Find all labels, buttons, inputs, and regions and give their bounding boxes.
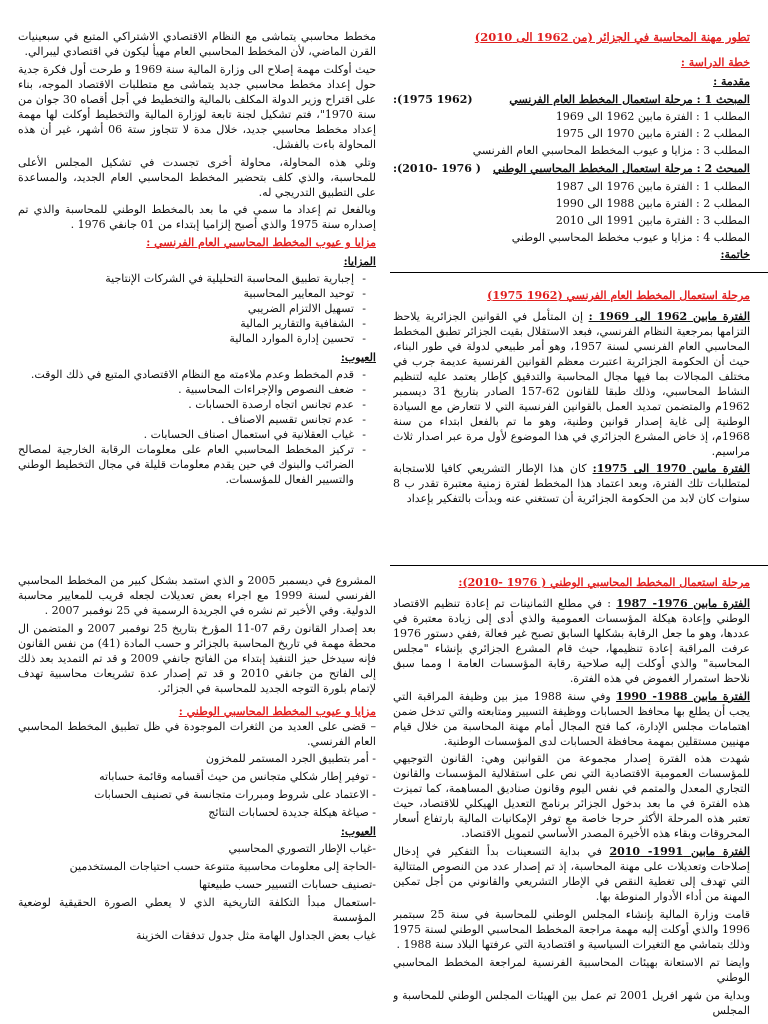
national-plan-phase-section xyxy=(393,574,750,1024)
period-text: في بداية التسعينات بدأ التفكير في إدخال إصلاحات وتعديلات على مهنة المحاسبة، إذ تم إصدار عدد من النصوص المتتالية التي تهدف إلى تغطية النقص في الإطار التشريعي والقانوني من أجل تمكين المهنة من أداء الأدوار المنوطة بها. xyxy=(393,845,750,904)
plan-item: المطلب 2 : الفترة مابين 1988 الى 1990 xyxy=(555,197,750,211)
list-item: - قدم المخطط وعدم ملاءمته مع النظام الاقتصادي المتبع في ذلك الوقت. xyxy=(18,368,366,383)
list-line: -تصنيف حسابات التسيير حسب طبيعتها xyxy=(198,878,376,892)
paragraph xyxy=(393,845,750,905)
page-title: تطور مهنة المحاسبة في الجزائر (من 1962 الى 2010) xyxy=(474,30,750,44)
period-label: الفترة مابين 1991- 2010 xyxy=(609,845,750,859)
list-line: -غياب الإطار التصوري المحاسبي xyxy=(228,842,376,856)
list-line: - أمر بتطبيق الجرد المستمر للمخزون xyxy=(205,752,376,766)
list-item: - تحسين إدارة الموارد المالية xyxy=(18,332,366,347)
advantages-label: المزايا: xyxy=(343,255,376,269)
period-text: : في مطلع الثمانينات تم إعادة تنظيم الاقتصاد الوطني وإعادة هيكلة المؤسسات العمومية والذي أدى إلى زيادة معتبرة في عددها، وهو ما جعل الرقابة بشكلها السابق تصبح غير فعالة ,ففي دستور 1976 عرفت المراقبة إعادة تنظيمها، حيث قام المشرع الجزائري بإنشاء "مجلس المحاسبة" والذي أوكلت إليه صلاحية رقابة المؤسسات العامة ا ومما سبق نلاحظ استمرار الغموض في هذه الفترة. xyxy=(393,596,750,685)
paragraph xyxy=(393,597,750,687)
french-plan-continuation xyxy=(18,30,376,542)
list-item: - إجبارية تطبيق المحاسبة التحليلية في الشركات الإنتاجية xyxy=(18,272,366,287)
disadvantages-list xyxy=(18,368,376,488)
list-item: - غياب العقلانية في استعمال اصناف الحسابات . xyxy=(18,428,366,443)
french-plan-phase-section xyxy=(393,287,750,549)
paragraph: وايضا تم الاستعانة بهيئات المحاسبية الفرنسية لمراجعة المخطط المحاسبي الوطني xyxy=(393,955,750,984)
section-title: مرحلة استعمال المخطط المحاسبي الوطني ( 1976 -2010): xyxy=(458,576,750,589)
paragraph: وبداية من شهر افريل 2001 تم عمل بين الهيئات المجلس الوطني للمحاسبة و المجلس xyxy=(393,988,750,1017)
study-plan-section xyxy=(393,30,750,262)
list-line: غياب بعض الجداول الهامة مثل جدول تدفقات الخزينة xyxy=(135,929,376,943)
list-item: - تركيز المخطط المحاسبي العام على معلومات الرقابة الخارجية لمصالح الضرائب والبنوك في حين يقدم معلومات قليلة في مجال التخطيط الوطني والتسيير الفعال للمؤسسات. xyxy=(18,443,366,488)
divider xyxy=(390,565,768,566)
disadvantages-label: العيوب: xyxy=(340,825,376,839)
plan-section-2-years: ( 1976 -2010): xyxy=(393,162,481,176)
list-line: – قضى على العديد من الثغرات الموجودة في ظل تطبيق المخطط المحاسبي العام الفرنسي. xyxy=(18,719,376,748)
paragraph: بعد إصدار القانون رقم 07-11 المؤرخ بتاريخ 25 نوفمبر 2007 و المتضمن ال محطة مهمة في تاريخ المحاسبة بالجزائر و حسب المادة (41) من نفس القانون فإنه سيدخل حيز التنفيذ إبتداء من الفاتح جانفي 2009 و قد تم التمديد بعد ذلك إلى الفاتح من جانفي 2010 و قد تم إصدار عدة تشريعات محاسبية تهدف لإتمام بلورة التوجه الجديد للمحاسبة في الجزائر. xyxy=(18,621,376,695)
intro-label: مقدمة : xyxy=(713,74,750,88)
period-text: كان هذا الإطار التشريعي كافيا للاستجابة لمتطلبات تلك الفترة، وبعد اعتماد هذا المخطط لفترة زمنية معتبرة تقدر ب 8 سنوات كان لابد من الحكومة الجزائرية أن تستغني عنه وبدأت بالتفكير بإعداد xyxy=(393,462,750,506)
list-line: -استعمال مبدأ التكلفة التاريخية الذي لا يعطي الصورة الحقيقية لوضعية المؤسسة xyxy=(18,896,376,925)
plan-section-1 xyxy=(393,93,750,108)
paragraph: وتلي هذه المحاولة، محاولة أخرى تجسدت في تشكيل المجلس الأعلى للمحاسبة، والذي كلف بتحضير المخطط المحاسبي العام الجديد، والمساعدة على التطبيق التدريجي له. xyxy=(18,155,376,199)
disadvantages-label: العيوب: xyxy=(340,351,376,365)
period-label: الفترة مابين 1970 الى 1975: xyxy=(592,462,750,476)
plan-item: المطلب 1 : الفترة مابين 1962 الى 1969 xyxy=(555,110,750,124)
paragraph xyxy=(393,462,750,507)
list-item: - توحيد المعايير المحاسبية xyxy=(18,287,366,302)
paragraph: وبالفعل تم إعداد ما سمي في ما بعد بالمخطط الوطني للمحاسبة والذي تم إصداره سنة 1975 والذي أصبح إلزاميا إبتداء من 01 جانفي 1976 . xyxy=(18,203,376,232)
paragraph xyxy=(393,690,750,750)
national-plan-continuation xyxy=(18,574,376,1024)
advantages-list xyxy=(18,272,376,347)
period-label: الفترة مابين 1962 الى 1969 : xyxy=(588,309,750,323)
list-line: -الحاجة إلى معلومات محاسبية متنوعة حسب احتياجات المستخدمين xyxy=(69,860,376,874)
period-text: وفي سنة 1988 ميز بين وظيفة المراقبة التي يجب أن يطلع بها محافظ الحسابات ووظيفة التسيير ومتابعته والتي تدخل ضمن اهتمامات مجلس الإدارة، كما فتح المجال أمام مهنة المحاسبة من خلال قيام مهنيين مستقلين بمهمة محافظة الحسابات لدى المؤسسات الوطنية. xyxy=(393,689,750,748)
list-item: - ضعف النصوص والإجراءات المحاسبية . xyxy=(18,383,366,398)
divider xyxy=(390,272,768,273)
period-label: الفترة مابين 1976- 1987 xyxy=(616,596,750,610)
paragraph: مخطط محاسبي يتماشى مع النظام الاقتصادي الاشتراكي المتبع في سبعينيات القرن الماضي، لأن المخطط المحاسبي العام مهيأ ليكون في اقتصادي ليبرالي. xyxy=(18,30,376,58)
paragraph xyxy=(393,310,750,460)
list-line: - صياغة هيكلة جديدة لحسابات النتائج xyxy=(208,806,376,820)
plan-section-1-years: (1962 1975): xyxy=(393,92,473,106)
conclusion-label: خاتمة: xyxy=(720,248,750,262)
period-text: إن المتأمل في القوانين الجزائرية يلاحظ التزامها بمرجعية النظام الفرنسي، فبعد الاستقلال بقيت الجزائر تطبق المخطط المحاسبي العام الفرنسي لسنة 1957، وهو أمر طبيعي لدولة في طور البناء، حيث أن الحكومة الجزائرية اعتبرت معظم القوانين الفرنسية عديمة جرب في مختلف المجالات بما فيها مجال المحاسبة والتدقيق كإطار يعتمد عليه لتنظيم النشاط المحاسبي، وذلك طبقا للقانون 62-157 الصادر بتاريخ 31 ديسمبر 1962م والمتضمن تمديد العمل بالقوانين الفرنسية التي لا تتعارض مع السيادة الوطنية إلى غاية إصدار قوانين وطنية، وهو ما تم بالفعل ابتداء من سنة 1968م، إذ خاض المشرع الجزائري في هذا الموضوع لأول مرة عبر اصدار ثلاث مراسيم. xyxy=(393,309,750,458)
list-item: - عدم تجانس اتجاه ارصدة الحسابات . xyxy=(18,398,366,413)
paragraph: شهدت هذه الفترة إصدار مجموعة من القوانين وهي: القانون التوجيهي للمؤسسات العمومية الاقتصادية التي نص على استقلالية المؤسسات والقانون التجاري المعدل والمتمم في نفس اليوم وقانون صناديق المساهمة، كما تميزت هذه الفترة في ما بعد بدخول الجزائر برنامج التعديل الهيكلي للاقتصاد، حيث تعتبر هذه المرحلة الأكثر حرجا خاصة مع توفر الإمكانيات المالية بارتفاع أسعار المحروقات وبقاء هذه الأخيرة المصدر الأساسي لتمويل الاقتصاد. xyxy=(393,752,750,841)
section-title: مرحلة استعمال المخطط العام الفرنسي (1962 1975) xyxy=(487,289,750,302)
pros-cons-heading: مزايا و عيوب المخطط المحاسبي الوطني : xyxy=(178,704,376,718)
plan-section-1-label: المبحث 1 : مرحلة استعمال المخطط العام الفرنسي xyxy=(509,92,750,106)
list-item: - الشفافية والتقارير المالية xyxy=(18,317,366,332)
plan-section-2-label: المبحث 2 : مرحلة استعمال المخطط المحاسبي الوطني xyxy=(492,162,750,176)
plan-item: المطلب 3 : مزايا و عيوب المخطط المحاسبي العام الفرنسي xyxy=(472,144,750,158)
paragraph: حيث أوكلت مهمة إصلاح الى وزارة المالية سنة 1969 و طرحت أول فكرة جدية حول إعداد مخطط محاسبي جديد يتماشى مع متطلبات الاقتصاد الموجه، بناء على اقتراح وزير الدولة المكلف بالمالية والتخطيط في أجل أقصاه 30 جوان من سنة 1970"، فتم تشكيل لجنة تابعة لوزارة المالية والتخطيط أوكلت لها مهمة إعداد مخطط محاسبي جديد، خلال مدة لا تتجاوز ستة 06 أشهر، غير أن هذه المحاولة باءت بالفشل. xyxy=(18,62,376,151)
list-line: - الاعتماد على شروط ومبررات متجانسة في تصنيف الحسابات xyxy=(94,788,376,802)
paragraph: المشروع في ديسمبر 2005 و الذي استمد بشكل كبير من المخطط المحاسبي الفرنسي لسنة 1999 مع اجراء بعض تعديلات لجعله قريب للمعايير محاسبة الدولية. وفي الأخير تم نشره في الجريدة الرسمية في 25 نوفمبر 2007 . xyxy=(18,574,376,617)
period-label: الفترة مابين 1988- 1990 xyxy=(616,689,750,703)
plan-item: المطلب 3 : الفترة مابين 1991 الى 2010 xyxy=(555,214,750,228)
pros-cons-heading: مزايا و عيوب المخطط المحاسبي العام الفرنسي : xyxy=(146,236,376,250)
plan-section-2 xyxy=(393,162,750,177)
plan-item: المطلب 2 : الفترة مابين 1970 الى 1975 xyxy=(555,127,750,141)
plan-item: المطلب 4 : مزايا و عيوب مخطط المحاسبي الوطني xyxy=(511,231,750,245)
list-line: - توفير إطار شكلي متجانس من حيث أقسامه وقائمة حساباته xyxy=(99,770,376,784)
plan-item: المطلب 1 : الفترة مابين 1976 الى 1987 xyxy=(555,180,750,194)
list-item: - تسهيل الالتزام الضريبي xyxy=(18,302,366,317)
plan-heading: خطة الدراسة : xyxy=(680,55,750,69)
paragraph: قامت وزارة المالية بإنشاء المجلس الوطني للمحاسبة في سنة 25 سبتمبر 1996 والذي أوكلت إليه مهمة مراجعة المخطط المحاسبي الوطني لسنة 1975 وذلك بتماشي مع التغيرات السياسية و اقتصادية التي عرفتها البلاد سنة 1988 . xyxy=(393,908,750,951)
list-item: - عدم تجانس تقسيم الاصناف . xyxy=(18,413,366,428)
